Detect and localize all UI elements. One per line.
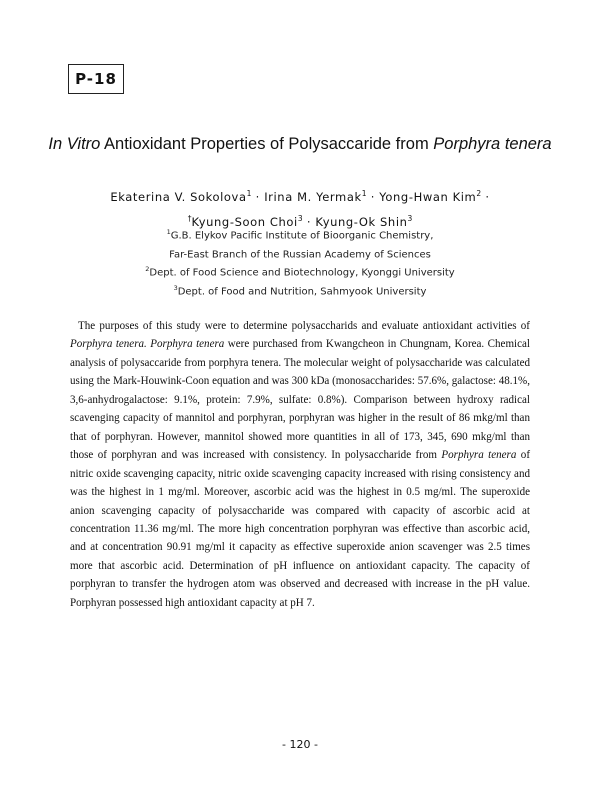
affiliation-text: Far-East Branch of the Russian Academy of Sciences bbox=[169, 248, 431, 260]
abstract-text: of nitric oxide scavenging capacity, nitric oxide scavenging capacity increased with rising consistency and was the highest in 1 mg/ml. Moreover, ascorbic acid was the highest in 0.5 mg/ml. The superoxide anion scavenging capacity of polysaccharide was compared with capacity of ascorbic acid at concentration 11.36 mg/ml. The more high concentration porphyran was effective than ascorbic acid, and at concentration 90.91 mg/ml it capacity as effective superoxide anion scavenger was 2.5 times more that ascorbic acid. Determination of pH influence on antioxidant capacity. The capacity of porphyran to transfer the hydrogen atom was observed and decreased with increase in the pH value. Porphyran possessed high antioxidant capacity at pH 7. bbox=[70, 449, 531, 609]
affiliation-line bbox=[40, 225, 560, 244]
affiliation-number: 2 bbox=[145, 265, 150, 274]
affiliation-number: 1 bbox=[166, 228, 171, 236]
author-separator: · bbox=[481, 189, 490, 204]
abstract-species-italic: Porphyra tenera bbox=[441, 449, 517, 462]
author-affiliation-mark: 3 bbox=[407, 213, 413, 223]
affiliation-text: Dept. of Food and Nutrition, Sahmyook University bbox=[177, 286, 427, 298]
author-affiliation-mark: 1 bbox=[361, 189, 367, 198]
affiliation-line bbox=[40, 262, 560, 281]
author-line-1 bbox=[40, 183, 560, 208]
corresponding-author-mark: † bbox=[187, 213, 192, 223]
author-affiliation-mark: 3 bbox=[297, 213, 303, 223]
affiliation-number: 3 bbox=[173, 283, 178, 292]
author-separator: · bbox=[366, 189, 380, 204]
title-italic-prefix: In Vitro bbox=[48, 135, 101, 153]
affiliation-line bbox=[40, 244, 560, 263]
page-number: - 120 - bbox=[282, 738, 318, 751]
title-species: Porphyra tenera bbox=[433, 135, 552, 153]
abstract-paragraph bbox=[70, 317, 530, 612]
author-separator: · bbox=[251, 189, 265, 204]
author-name: Ekaterina V. Sokolova bbox=[110, 189, 247, 204]
affiliation-text: G.B. Elykov Pacific Institute of Bioorganic Chemistry, bbox=[170, 230, 434, 242]
author-name: Kyung-Ok Shin bbox=[315, 214, 408, 229]
poster-number-badge: P-18 bbox=[68, 64, 124, 94]
abstract-text: The purposes of this study were to determine polysaccharids and evaluate antioxidant activities of bbox=[78, 320, 530, 332]
abstract-text: were purchased from Kwangcheon in Chungnam, Korea. Chemical analysis of polysaccaride from porphyra tenera. The molecular weight of polysaccharide was calculated using the Mark-Houwink-Coon equation and was 300 kDa (monosaccharides: 57.6%, galactose: 48.1%, 3,6-anhydrogalactose: 9.1%, protein: 7.9%, sulfate: 0.8%). Comparison between hydroxy radical scavenging capacity of mannitol and porphyran, porphyran was higher in the result of 86 mkg/ml than that of porphyran. However, mannitol showed more quantities in all of 173, 345, 690 mkg/ml than those of porphyran and was increased with consistency. In polysaccharide from bbox=[70, 338, 530, 462]
affiliation-list bbox=[40, 225, 560, 300]
author-name: Irina M. Yermak bbox=[264, 189, 362, 204]
author-affiliation-mark: 1 bbox=[246, 189, 252, 198]
paper-title bbox=[40, 135, 560, 154]
author-name: Kyung-Soon Choi bbox=[191, 214, 298, 229]
title-main: Antioxidant Properties of Polysaccaride from bbox=[100, 135, 434, 153]
author-affiliation-mark: 2 bbox=[476, 189, 482, 198]
affiliation-line bbox=[40, 281, 560, 300]
author-separator: · bbox=[302, 214, 316, 229]
affiliation-text: Dept. of Food Science and Biotechnology, Kyonggi University bbox=[149, 267, 455, 279]
author-name: Yong-Hwan Kim bbox=[379, 189, 477, 204]
abstract-species-italic: Porphyra tenera. Porphyra tenera bbox=[70, 338, 225, 351]
